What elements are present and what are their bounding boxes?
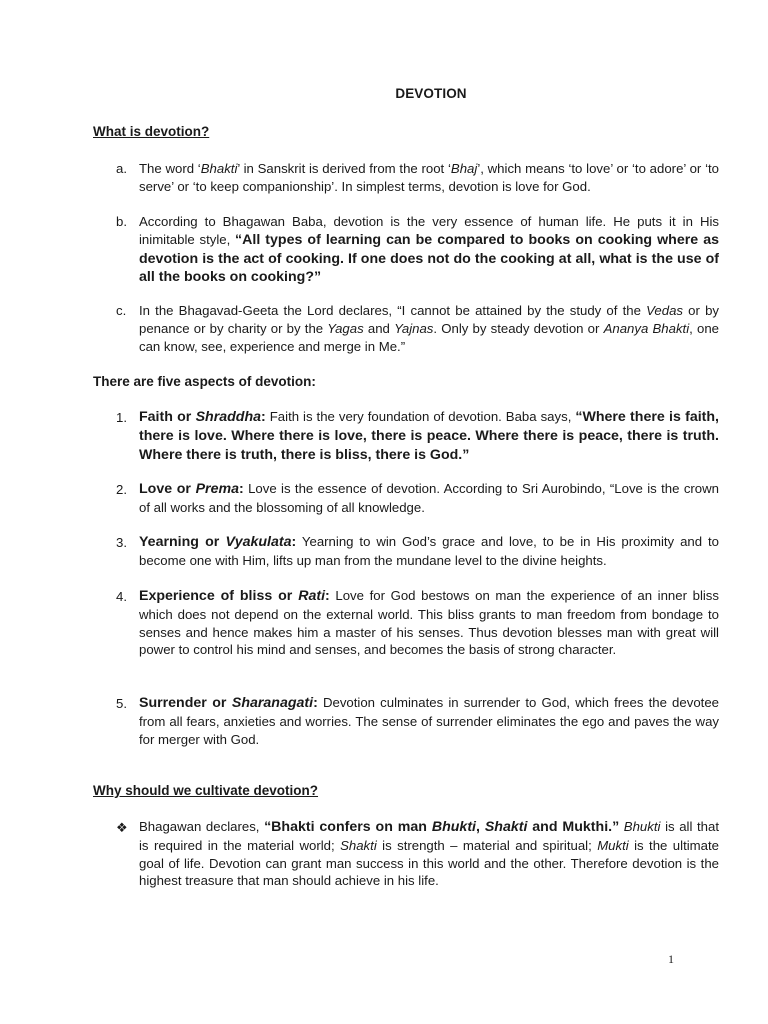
section-heading-five-aspects: There are five aspects of devotion: [93,374,316,389]
page-title: DEVOTION [395,86,467,101]
list-marker-b: b. [116,214,127,229]
list-item-bhagawan-declares: Bhagawan declares, “Bhakti confers on man Bhukti, Shakti and Mukthi.” Bhukti is all that is required in the material world; Shakti is strength – material and spiritual; Mukti is the ultimate goal of life. Devotion can grant man success in this world and the other. Therefore devotion is the highest treasure that man should achieve in his life. [139,819,720,889]
list-item-surrender: Surrender or Sharanagati: Devotion culminates in surrender to God, which frees the devotee from all fears, anxieties and worries. The sense of surrender eliminates the ego and paves the way for merger with God. [139,695,719,747]
list-marker-2: 2. [116,482,127,497]
list-item-faith: Faith or Shraddha: Faith is the very foundation of devotion. Baba says, “Where there is faith, there is love. Where there is love, there is peace. Where there is peace, there is truth. Where there is truth, there is bliss, there is God.” [139,409,719,463]
list-item-love: Love or Prema: Love is the essence of devotion. According to Sri Aurobindo, “Love is the crown of all works and the blossoming of all knowledge. [139,481,720,515]
list-marker-3: 3. [116,535,127,550]
list-marker-5: 5. [116,696,127,711]
list-item-b: According to Bhagawan Baba, devotion is the very essence of human life. He puts it in His inimitable style, “All types of learning can be compared to books on cooking where as devotion is the act of cooking. If one does not do the cooking at all, what is the use of all the books on cooking?” [139,214,719,286]
section-heading-what-is-devotion: What is devotion? [93,124,210,139]
list-item-yearning: Yearning or Vyakulata: Yearning to win God’s grace and love, to be in His proximity and to become one with Him, lifts up man from the mundane level to the divine heights. [139,534,719,568]
list-marker-1: 1. [116,410,127,425]
page-number: 1 [668,952,674,966]
list-item-c: In the Bhagavad-Geeta the Lord declares, “I cannot be attained by the study of the Vedas or by penance or by charity or by the Yagas and Yajnas. Only by steady devotion or Ananya Bhakti, one can know, see, experience and merge in Me.” [139,303,719,354]
section-heading-why-cultivate: Why should we cultivate devotion? [93,783,319,798]
list-marker-4: 4. [116,589,127,604]
diamond-bullet-icon: ❖ [116,820,128,835]
list-item-bliss: Experience of bliss or Rati: Love for God bestows on man the experience of an inner bliss which does not depend on the external world. This bliss grants to man freedom from bondage to senses and hence makes him a master of his senses. Thus devotion blesses man with great will power to control his mind and senses, and becomes the basis of strong character. [139,588,719,658]
list-marker-c: c. [116,303,127,318]
list-marker-a: a. [116,161,127,176]
list-item-a: The word ‘Bhakti’ in Sanskrit is derived from the root ‘Bhaj’, which means ‘to love’ or ‘to adore’ or ‘to serve’ or ‘to keep companionship’. In simplest terms, devotion is love for God. [139,161,719,194]
